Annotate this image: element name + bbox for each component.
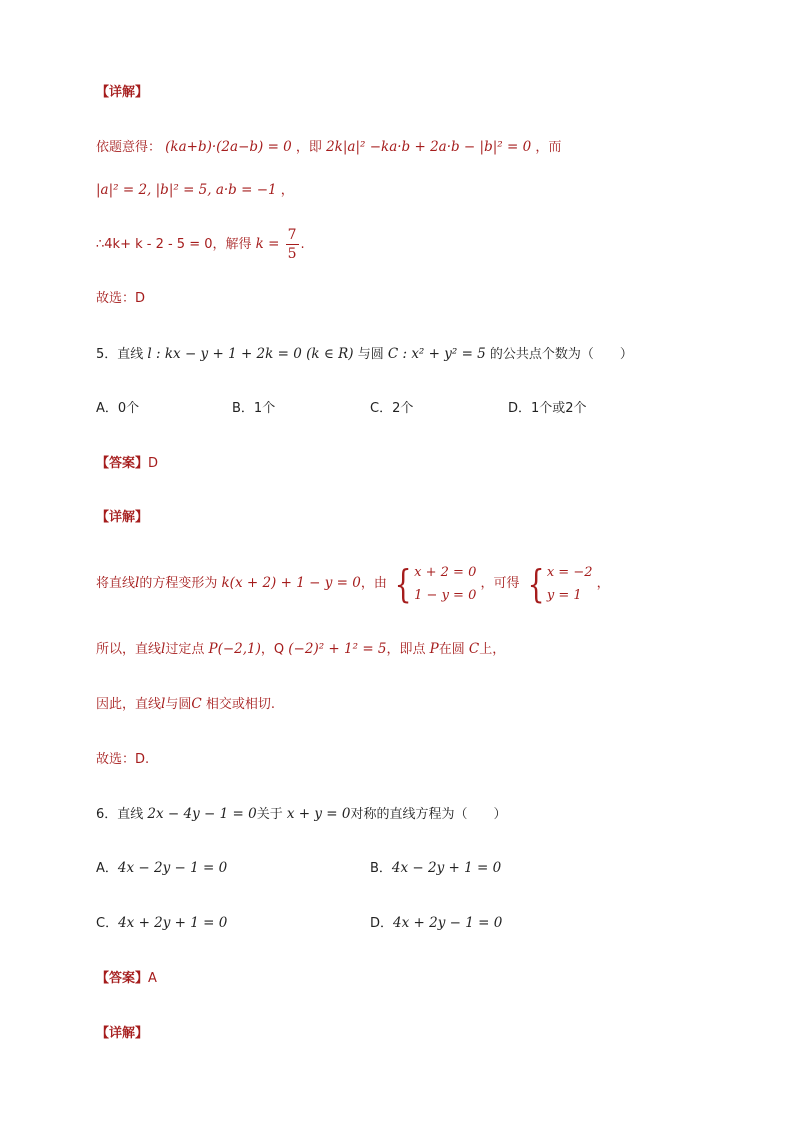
text: 关于 bbox=[256, 807, 283, 822]
q5-option-c: C．2个 bbox=[370, 401, 414, 416]
text: ∴4k+ k - 2 - 5 = 0，解得 bbox=[96, 237, 252, 252]
answer-value: D bbox=[148, 456, 159, 471]
q5-option-d: D．1个或2个 bbox=[508, 401, 587, 416]
text: 在圆 bbox=[438, 642, 465, 657]
brace-icon: { bbox=[394, 561, 412, 606]
text: 过定点 bbox=[165, 642, 205, 657]
line-equation: l : kx − y + 1 + 2k = 0 (k ∈ R) bbox=[147, 346, 354, 362]
system-row: x + 2 = 0 bbox=[414, 564, 477, 580]
system-row: y = 1 bbox=[546, 587, 582, 603]
line-equation: k(x + 2) + 1 − y = 0 bbox=[221, 575, 361, 591]
detail-label: 【详解】 bbox=[96, 85, 149, 100]
text: ，即点 bbox=[386, 642, 426, 657]
q5-option-b: B．1个 bbox=[232, 401, 276, 416]
option-expression: 4x − 2y − 1 = 0 bbox=[117, 860, 228, 876]
text: ， bbox=[280, 183, 294, 198]
answer-label: 【答案】 bbox=[96, 456, 149, 471]
text: 将直线 bbox=[96, 576, 136, 591]
solution-line-1 bbox=[96, 138, 561, 157]
option-expression: 4x − 2y + 1 = 0 bbox=[391, 860, 502, 876]
text: . bbox=[300, 237, 305, 252]
fixed-point: P(−2,1) bbox=[208, 641, 261, 657]
option-letter: D． bbox=[370, 916, 394, 931]
vector-values: |a|² = 2, |b|² = 5, a·b = −1 bbox=[96, 182, 277, 198]
q5-option-a: A．0个 bbox=[96, 401, 140, 416]
answer-value: A bbox=[148, 971, 157, 986]
q6-stem bbox=[96, 805, 507, 824]
brace-icon: { bbox=[527, 561, 545, 606]
variable-l: l bbox=[161, 641, 166, 657]
text: 6．直线 bbox=[96, 807, 144, 822]
text: ，即 bbox=[295, 140, 322, 155]
option-letter: B． bbox=[370, 861, 392, 876]
detail-label: 【详解】 bbox=[96, 1026, 149, 1041]
denominator: 5 bbox=[287, 246, 297, 262]
q5-stem bbox=[96, 345, 633, 364]
text: 的方程变形为 bbox=[139, 576, 218, 591]
check-expression: (−2)² + 1² = 5 bbox=[288, 641, 387, 657]
q5-choice: 故选：D. bbox=[96, 752, 150, 767]
option-letter: C． bbox=[96, 916, 119, 931]
vector-expression: (ka+b)·(2a−b) = 0 bbox=[165, 139, 292, 155]
text: 对称的直线方程为（ ） bbox=[350, 807, 507, 822]
option-letter: A． bbox=[96, 861, 118, 876]
option-expression: 4x + 2y − 1 = 0 bbox=[393, 915, 503, 931]
variable-c: C bbox=[191, 696, 202, 712]
text: 上， bbox=[479, 642, 506, 657]
text: ，Q bbox=[260, 642, 285, 657]
text: 所以，直线 bbox=[96, 642, 162, 657]
line-equation: 2x − 4y − 1 = 0 bbox=[147, 806, 257, 822]
numerator: 7 bbox=[287, 227, 297, 243]
q6-option-d bbox=[370, 914, 502, 933]
variable-l: l bbox=[135, 575, 140, 591]
equation-system-1 bbox=[391, 561, 476, 607]
system-row: 1 − y = 0 bbox=[414, 587, 477, 603]
text: 的公共点个数为（ ） bbox=[489, 347, 633, 362]
text: ，而 bbox=[535, 140, 562, 155]
q6-option-c bbox=[96, 914, 227, 933]
text: ，由 bbox=[360, 576, 387, 591]
variable-c: C bbox=[468, 641, 480, 657]
text: 相交或相切. bbox=[205, 697, 275, 712]
text: 依题意得： bbox=[96, 140, 162, 155]
q5-solution-line-1 bbox=[96, 560, 610, 607]
q5-solution-line-2 bbox=[96, 640, 505, 659]
variable-k: k = bbox=[255, 236, 280, 252]
text: 与圆 bbox=[357, 347, 384, 362]
text: 5．直线 bbox=[96, 347, 144, 362]
text: 因此，直线 bbox=[96, 697, 162, 712]
q5-solution-line-3 bbox=[96, 695, 275, 714]
option-expression: 4x + 2y + 1 = 0 bbox=[118, 915, 228, 931]
system-row: x = −2 bbox=[546, 564, 593, 580]
variable-p: P bbox=[429, 641, 439, 657]
equation-system-2 bbox=[524, 561, 593, 607]
text: 与圆 bbox=[165, 697, 192, 712]
q4-choice: 故选：D bbox=[96, 291, 146, 306]
vector-expression: 2k|a|² −ka·b + 2a·b − |b|² = 0 bbox=[326, 139, 532, 155]
circle-equation: C : x² + y² = 5 bbox=[387, 346, 486, 362]
text: ， bbox=[596, 576, 610, 591]
detail-label: 【详解】 bbox=[96, 510, 149, 525]
answer-label: 【答案】 bbox=[96, 971, 149, 986]
variable-l: l bbox=[161, 696, 166, 712]
axis-equation: x + y = 0 bbox=[286, 806, 351, 822]
q6-option-a bbox=[96, 859, 227, 878]
text: ，可得 bbox=[480, 576, 520, 591]
fraction bbox=[286, 226, 299, 263]
q6-answer bbox=[96, 970, 157, 988]
q6-option-b bbox=[370, 859, 501, 878]
solution-line-2 bbox=[96, 181, 294, 200]
solution-line-3 bbox=[96, 226, 305, 263]
q5-answer bbox=[96, 455, 158, 473]
